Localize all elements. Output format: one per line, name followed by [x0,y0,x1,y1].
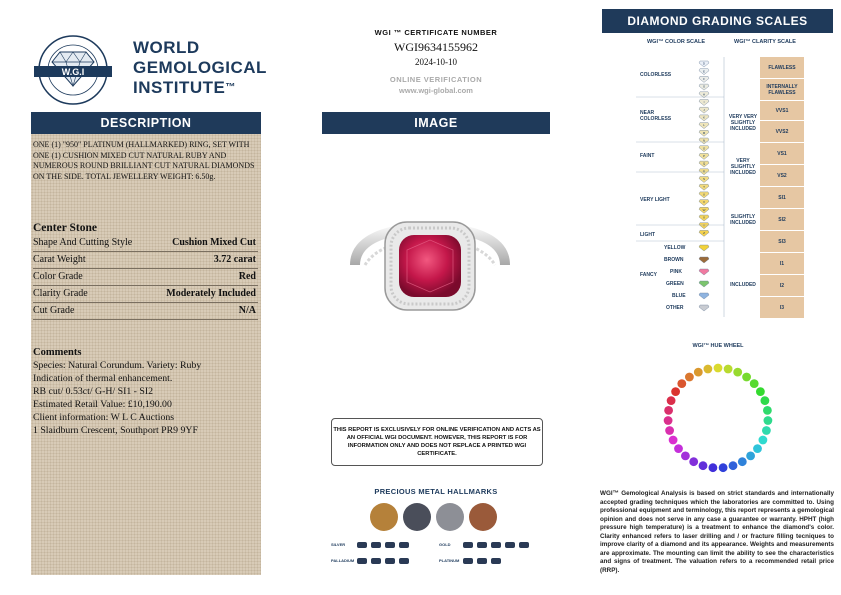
color-grade-letter: K [702,115,706,120]
color-grade-letter: N [702,138,706,143]
hue-swatch [750,379,759,388]
certificate-number: WGI9634155962 [394,40,478,54]
hue-swatch [689,457,698,466]
fancy-color-label: PINK [670,269,682,275]
color-grade-letter: M [702,130,706,135]
hallmark-label: SILVER [331,542,346,547]
clarity-grade-cell: INTERNALLY FLAWLESS [760,79,804,101]
clarity-grade-cell: I3 [760,297,804,319]
hue-swatch [667,396,676,405]
ruby-ring-image [345,210,515,320]
color-grade-letter: O [702,146,706,151]
spec-row [33,252,258,269]
clarity-grade-cell: I2 [760,275,804,297]
hallmark-coin-icon [369,502,499,532]
clarity-grade-cell: SI1 [760,187,804,209]
clarity-grade-cell: SI3 [760,231,804,253]
color-group-label: COLORLESS [640,72,672,78]
hue-swatch [729,461,738,470]
logo-line-2: GEMOLOGICAL [133,58,267,77]
clarity-scale [726,57,806,319]
logo-wordmark [133,38,267,98]
color-grade-letter: Q [702,161,706,166]
clarity-grade-cell: I1 [760,253,804,275]
color-scale-title: WGI™ COLOR SCALE [646,39,706,45]
spec-key: Clarity Grade [33,288,88,299]
hue-swatch [733,368,742,377]
spec-row [33,286,258,303]
spec-key: Shape And Cutting Style [33,237,133,248]
color-grade-letter: S [702,177,706,182]
color-grade-letter: R [702,169,706,174]
wgi-seal-icon [28,28,128,108]
hue-swatch [694,368,703,377]
color-grade-letter: Y [702,223,706,228]
spec-value: Red [238,271,256,282]
spec-key: Carat Weight [33,254,86,265]
description-text: ONE (1) "950" PLATINUM (HALLMARKED) RING, SET WITH ONE (1) CUSHION MIXED CUT NATURAL RUBY AND NUMEROUS ROUND BRILLIANT CUT NATURAL DIAMONDS ON THE SIDE. TOTAL JEWELLERY WEIGHT: 6.50g. [33,140,255,181]
hue-swatch [742,373,751,382]
hallmark-label: PLATINUM [439,558,460,563]
hue-swatch [714,364,723,373]
spec-value: Moderately Included [166,288,256,299]
wgi-logo [28,28,267,108]
hue-swatch [759,436,768,445]
clarity-grade-cell: FLAWLESS [760,57,804,79]
spec-key: Color Grade [33,271,83,282]
hue-swatch [762,426,771,435]
logo-line-1: WORLD [133,38,200,57]
certificate-label: WGI ™ CERTIFICATE NUMBER [374,28,498,37]
online-verification-label: ONLINE VERIFICATION [389,75,483,84]
color-grade-letter: I [703,100,705,105]
certificate-date: 2024-10-10 [415,57,457,67]
fancy-color-diamond [699,245,709,251]
hallmarks-title: PRECIOUS METAL HALLMARKS [374,487,498,496]
hue-swatch [724,365,733,374]
hue-wheel-title: WGI™ HUE WHEEL [692,343,744,349]
hue-swatch [746,452,755,461]
color-grade-letter: D [702,61,706,66]
fancy-color-diamond [699,269,709,275]
spec-row [33,269,258,286]
hue-swatch [763,406,772,415]
hue-swatch [704,365,713,374]
comment-line: Estimated Retail Value: £10,190.00 [33,399,172,410]
svg-text:W.G.I: W.G.I [61,67,85,77]
hue-swatch [674,444,683,453]
verification-url[interactable]: www.wgi-global.com [399,86,473,95]
image-header: IMAGE [322,112,550,134]
comment-line: Client information: W L C Auctions [33,412,175,423]
color-group-label: VERY LIGHT [640,197,670,203]
grading-scales-header: DIAMOND GRADING SCALES [602,9,833,33]
clarity-scale-title: WGI™ CLARITY SCALE [734,39,796,45]
spec-value: Cushion Mixed Cut [172,237,256,248]
color-scale-diamonds [636,57,726,317]
spec-value: 3.72 carat [213,254,256,265]
hue-swatch [664,416,673,425]
color-grade-letter: Z [703,231,705,235]
fancy-color-diamond [699,257,709,263]
color-grade-letter: L [703,123,705,128]
spec-row [33,235,258,252]
hue-swatch [665,426,674,435]
color-grade-letter: E [702,69,706,74]
description-header: DESCRIPTION [31,112,261,134]
fancy-color-label: BROWN [664,257,684,263]
fancy-label: FANCY [640,272,657,278]
hue-swatch [671,387,680,396]
fancy-color-diamond [699,305,709,311]
clarity-group-label: INCLUDED [730,282,756,288]
comment-line: 1 Slaidburn Crescent, Southport PR9 9YF [33,425,198,436]
comment-line: RB cut/ 0.53ct/ G-H/ SI1 - SI2 [33,386,154,397]
legal-disclaimer: WGI™ Gemological Analysis is based on strict standards and internationally accepted grading techniques which the laboratories are committed to. Using professional equipment and terminology, this report represents a gemological opinion and does not serve in any case a guarantee or warranty. HPHT (high pressure high temperature) is a treatment to enhance the diamond's color. Clarity enhanced refers to laser drilling and / or fracture filling tecniques to improve clarity of a diamond and its appearance. Weights and measurements are approximate. The mounting can limit the ability to see the characteristics and signs of treatment. The valuation refers to a recommended retail price (RRP). [600,490,834,574]
color-grade-letter: J [703,107,705,112]
hallmark-stamp-icons [331,540,543,572]
clarity-group-label: VERY VERY SLIGHTLY INCLUDED [728,114,758,132]
clarity-grade-cell: VS2 [760,165,804,187]
description-panel [31,134,261,575]
hue-swatch [669,436,678,445]
comment-line: Indication of thermal enhancement. [33,373,173,384]
color-scale [636,57,726,317]
color-grade-letter: H [702,92,706,97]
hue-swatch [681,452,690,461]
logo-line-3: INSTITUTE™ [133,78,236,97]
fancy-color-diamond [699,281,709,287]
fancy-color-label: YELLOW [664,245,686,251]
color-grade-letter: X [702,215,706,220]
clarity-grade-cell: VS1 [760,143,804,165]
color-grade-letter: W [702,207,706,212]
color-group-label: LIGHT [640,232,655,238]
color-grade-letter: U [702,192,706,197]
clarity-grade-cell: SI2 [760,209,804,231]
clarity-group-label: VERY SLIGHTLY INCLUDED [730,158,756,176]
fancy-color-label: BLUE [672,293,686,299]
clarity-grade-cell: VVS1 [760,101,804,121]
color-grade-letter: G [702,84,706,89]
color-grade-letter: T [703,184,705,189]
hue-swatch [685,373,694,382]
hallmark-stamps [331,540,543,572]
spec-key: Cut Grade [33,305,75,316]
color-group-label: FAINT [640,153,655,159]
hue-swatch [709,463,718,472]
hallmark-label: PALLADIUM [331,558,355,563]
fancy-color-label: OTHER [666,305,684,311]
hue-swatch [699,461,708,470]
hue-swatch [719,463,728,472]
hue-swatch [764,416,773,425]
spec-value: N/A [238,305,256,316]
spec-row [33,303,258,320]
hue-swatch [738,457,747,466]
color-grade-letter: V [702,200,706,205]
comments-title: Comments [33,347,82,358]
comment-line: Species: Natural Corundum. Variety: Ruby [33,360,202,371]
color-grade-letter: P [702,154,706,158]
clarity-group-label: SLIGHTLY INCLUDED [730,214,756,226]
color-grade-letter: F [703,77,705,81]
verification-notice: THIS REPORT IS EXCLUSIVELY FOR ONLINE VERIFICATION AND ACTS AS AN OFFICIAL WGI DOCUMENT. HOWEVER, THIS REPORT IS FOR INFORMATION ONLY AND DOES NOT REPLACE A PRINTED WGI CERTIFICATE. [331,418,543,466]
center-stone-title: Center Stone [33,222,97,234]
hue-wheel [648,358,788,478]
clarity-grade-cell: VVS2 [760,121,804,143]
hue-swatch [753,444,762,453]
color-group-label: NEAR COLORLESS [640,110,672,122]
hue-swatch [756,387,765,396]
hallmark-label: GOLD [439,542,451,547]
hue-swatch [761,396,770,405]
hue-swatch [664,406,673,415]
fancy-color-diamond [699,293,709,299]
hallmark-coins [369,502,499,537]
hue-swatch [677,379,686,388]
fancy-color-label: GREEN [666,281,684,287]
